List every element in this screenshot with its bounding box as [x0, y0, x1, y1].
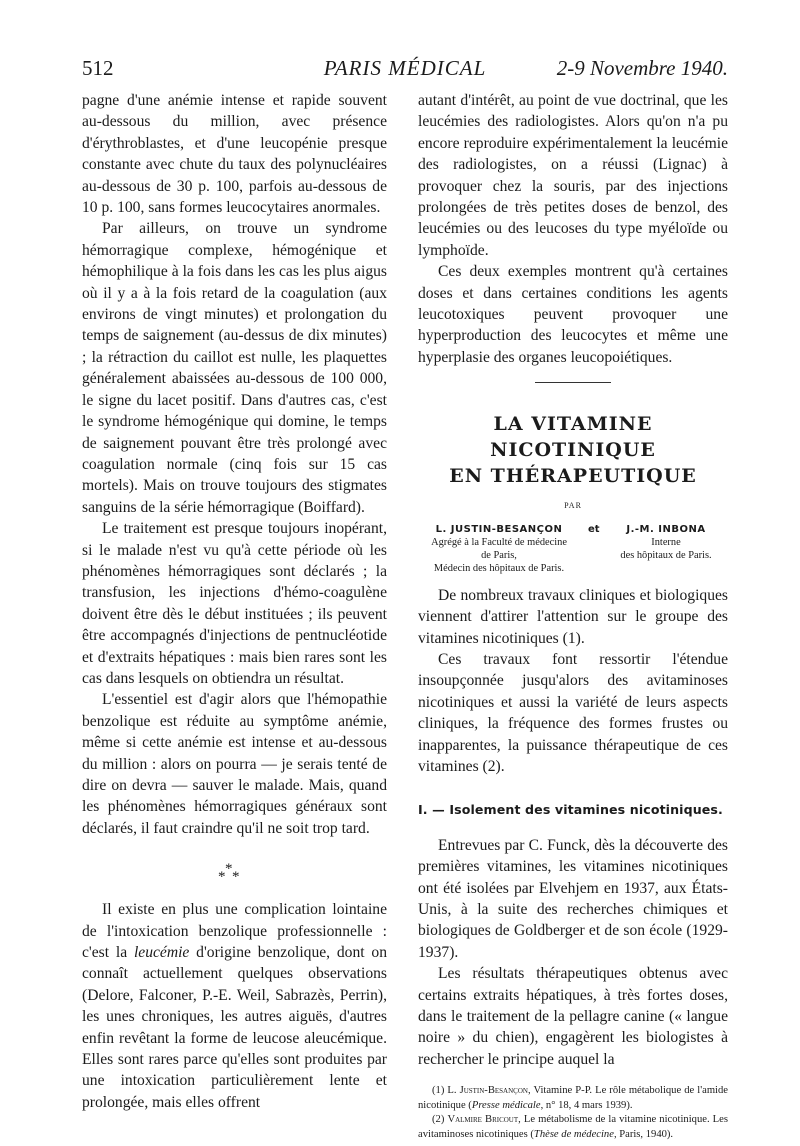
footnote-1: (1) L. Justin-Besançon, Vitamine P-P. Le rôle métabolique de l'amide nicotinique (Presse médicale, n° 18, 4 mars 1939).: [418, 1085, 728, 1111]
author-1: L. JUSTIN-BESANÇON Agrégé à la Faculté de médecine de Paris, Médecin des hôpitaux de Paris.: [431, 523, 567, 574]
paragraph: Le traitement est presque toujours inopérant, si le malade n'est vu qu'à cette période où les phénomènes hémorragiques sont déclarés ; la transfusion, les injections d'hémo-coagulène doivent être dès le début instituées ; ils peuvent être accompagnés d'injections de pentnucléotide et d'extraits hépatiques : mais bien rares sont les cas dans lesquels on obtiendra un résultat.: [82, 520, 387, 687]
paragraph: Les résultats thérapeutiques obtenus avec certains extraits hépatiques, à très fortes doses, dans le traitement de la pellagre canine (« langue noire » du chien), engagèrent les biologistes à rechercher le principe auquel la: [418, 965, 728, 1068]
paragraph: Entrevues par C. Funck, dès la découverte des premières vitamines, les vitamines nicotiniques ont été isolées par Elvehjem en 1937, aux États-Unis, à la suite des recherches chimiques et biologiques de Goldberger et de son école (1929-1937).: [418, 836, 728, 961]
running-header: [82, 56, 728, 88]
right-column: [418, 90, 728, 1142]
paragraph: pagne d'une anémie intense et rapide souvent au-dessous du million, avec présence d'érythroblastes, et d'une leucopénie presque constante avec chute du taux des polynucléaires au-dessous de 30 p. 100, parfois au-dessous de 10 p. 100, sans formes leucocytaires anormales.: [82, 92, 387, 217]
author-2: J.-M. INBONA Interne des hôpitaux de Paris.: [620, 523, 712, 561]
byline-par: PAR: [564, 501, 582, 511]
paragraph: Ces deux exemples montrent qu'à certaines doses et dans certaines conditions les agents leucotoxiques peuvent provoquer une hyperproduction des leucocytes et même une hyperplasie des organes leucopoiétiques.: [418, 263, 728, 366]
section-heading: I. — Isolement des vitamines nicotiniques.: [418, 802, 723, 818]
issue-date: 2-9 Novembre 1940.: [556, 56, 728, 80]
paragraph: L'essentiel est d'agir alors que l'hémopathie benzolique est réduite au symptôme anémie, même si cette anémie est intense et au-dessous du million : alors on pourra — je serais tenté de dire on devra — sauver le malade. Mais, quand les phénomènes hémorragiques généraux sont déclarés, il faut craindre qu'il ne soit trop tard.: [82, 691, 387, 837]
left-column: [82, 90, 387, 1113]
page-number: 512: [82, 56, 114, 80]
journal-title: PARIS MÉDICAL: [323, 56, 487, 80]
paragraph: De nombreux travaux cliniques et biologiques viennent d'attirer l'attention sur le groupe des vitamines nicotiniques (1).: [418, 586, 728, 647]
paragraph: Ces travaux font ressortir l'étendue insoupçonnée jusqu'alors des avitaminoses nicotiniques et aussi la variété de leurs aspects cliniques, la fréquence des formes frustes ou inapparentes, la puissance thérapeutique de ces vitamines (2).: [418, 650, 728, 775]
author-block: [418, 523, 728, 585]
footnote-2: (2) Valmire Bricout, Le métabolisme de la vitamine nicotinique. Les avitaminoses nicotiniques (Thèse de médecine, Paris, 1940).: [418, 1114, 728, 1140]
author-conjunction: et: [588, 523, 600, 535]
section-separator-asterism: * * *: [218, 861, 240, 886]
article-title: LA VITAMINE NICOTINIQUE EN THÉRAPEUTIQUE: [449, 413, 697, 488]
footnotes: [418, 1084, 728, 1142]
paragraph: Par ailleurs, on trouve un syndrome hémorragique complexe, hémogénique et hémophilique à la fois dans les cas les plus aigus où il y a à la fois retard de la coagulation (aux environs de vingt minutes) et prolongation du temps de saignement (au-dessus de dix minutes) ; la rétraction du caillot est nulle, les plaquettes généralement abaissées au-dessous de 100 000, le signe du lacet positif. Dans d'autres cas, c'est le syndrome hémogénique qui domine, le temps de saignement pouvant être très prolongé avec coagulation normale (cinq fois sur 15 cas mortels). Mais on trouve toujours des stigmates sanguins de la série hémorragique (Boiffard).: [82, 220, 387, 516]
paragraph: autant d'intérêt, au point de vue doctrinal, que les leucémies des radiologistes. Alors qu'on n'a pu encore reproduire expérimentalement la leucémie des radiologistes, on a réussi (Lignac) à provoquer chez la souris, par des injections prolongées de très petites doses de benzol, des leucémies ou des leucoses du type myéloïde ou lymphoïde.: [418, 92, 728, 259]
divider: [535, 382, 611, 383]
paragraph: Il existe en plus une complication lointaine de l'intoxication benzolique professionnelle : c'est la leucémie d'origine benzolique, dont on connaît actuellement quelques observations (Delore, Falconer, P.-E. Weil, Sabrazès, Perrin), les unes chroniques, les autres aiguës, d'autres enfin revêtant la forme de leucose aleucémique. Elles sont rares parce qu'elles sont produites par une intoxication particulièrement lente et prolongée, mais elles offrent: [82, 901, 388, 1111]
